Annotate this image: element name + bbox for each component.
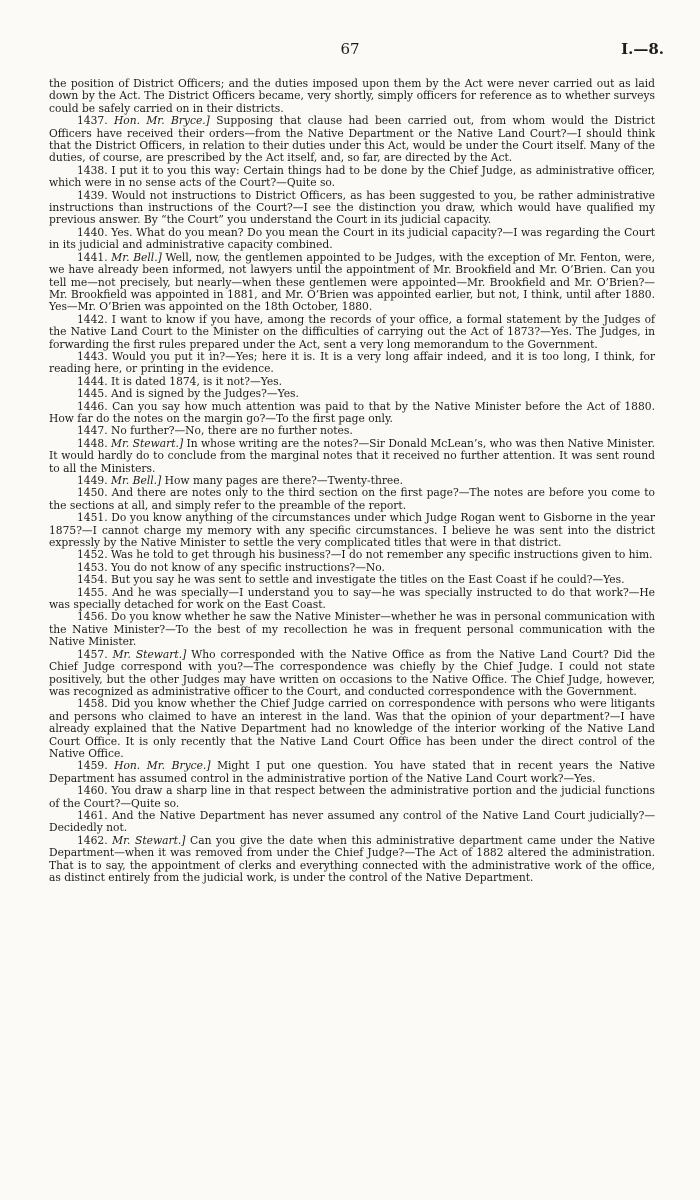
paragraph-text: the position of District Officers; and the duties imposed upon them by the Act were never carried out as laid down by the Act. The District Officers became, very shortly, simply officers for reference as to whether surveys could be safely carried on in their districts. [49, 77, 655, 115]
paragraph-text: You do not know of any specific instructions?—No. [111, 560, 385, 574]
paragraph-text: How many pages are there?—Twenty-three. [164, 474, 403, 487]
evidence-paragraph [49, 252, 655, 314]
speaker-name: Hon. Mr. Bryce.] [113, 114, 217, 128]
paragraph-text: You draw a sharp line in that respect between the administrative portion and the judicial functions of the Court?—Quite so. [49, 784, 655, 810]
question-number: 1437. [77, 114, 114, 128]
question-number: 1451. [77, 511, 112, 525]
paragraph-text: Yes. What do you mean? Do you mean the Court in its judicial capacity?—I was regarding the Court in its judicial and administrative capacity combined. [49, 225, 655, 252]
evidence-paragraph [49, 351, 655, 376]
evidence-paragraph [49, 611, 655, 648]
evidence-paragraph [49, 190, 655, 227]
speaker-name: Hon. Mr. Bryce.] [114, 759, 218, 773]
document-reference: I.—8. [621, 40, 664, 58]
question-number: 1448. [77, 436, 111, 450]
question-number: 1455. [77, 585, 113, 599]
speaker-name: Mr. Stewart.] [111, 436, 187, 450]
evidence-paragraph [49, 314, 655, 351]
question-number: 1445. [77, 387, 111, 401]
question-number: 1442. [77, 312, 112, 326]
question-number: 1454. [77, 573, 111, 587]
paragraph-text: Who corresponded with the Native Office as from the Native Land Court? Did the Chief Judge correspond with you?—The correspondence was chiefly by the Chief Judge. I could not state positively, but the other Judges may have written on occasions to the Native Office. The Chief Judge, however, was recognized as administrative officer to the Court, and conducted correspondence with the Government. [49, 647, 655, 698]
question-number: 1439. [77, 188, 112, 202]
paragraph-text: And the Native Department has never assumed any control of the Native Land Court judicially?—Decidedly not. [49, 808, 656, 835]
question-number: 1456. [77, 610, 112, 624]
paragraph-text: But you say he was sent to settle and investigate the titles on the East Coast if he could?—Yes. [111, 573, 625, 587]
paragraph-text: And he was specially—I understand you to say—he was specially instructed to do that work?—He was specially detached for work on the East Coast. [49, 585, 656, 612]
paragraph-text: I want to know if you have, among the records of your office, a formal statement by the Judges of the Native Land Court to the Minister on the difficulties of carrying out the Act of 1873?—Yes. The Judges, in forwarding the first rules prepared under the Act, sent a very long memorandum to the Government. [49, 312, 655, 351]
evidence-paragraph [49, 401, 655, 426]
page-header [0, 40, 700, 62]
speaker-name: Mr. Stewart.] [112, 833, 191, 847]
evidence-text [49, 78, 655, 884]
paragraph-text: Well, now, the gentlemen appointed to be Judges, with the exception of Mr. Fenton, were, we have already been informed, not lawyers until the appointment of Mr. Brookfield and Mr. O’Brien. Can you tell me—not precisely, but nearly—when these gentlemen were appointed—Mr. Brookfield and Mr. O’Brien?—Mr. Brookfield was appointed in 1881, and Mr. O’Brien was appointed earlier, but not, I think, until after 1880. Yes—Mr. O’Brien was appointed on the 18th October, 1880. [49, 250, 655, 314]
question-number: 1449. [77, 474, 111, 487]
paragraph-text: I put it to you this way: Certain things had to be done by the Chief Judge, as administrative officer, which were in no sense acts of the Court?—Quite so. [49, 163, 655, 190]
page-number: 67 [340, 40, 360, 58]
evidence-paragraph [49, 785, 655, 810]
question-number: 1446. [77, 399, 113, 413]
paragraph-text: Would not instructions to District Officers, as has been suggested to you, be rather administrative instructions than instructions of the Court?—I see the distinction you draw, which would have qualified my previous answer. By “the Court” you understand the Court in its judicial capacity. [49, 188, 655, 227]
evidence-paragraph [49, 115, 655, 165]
evidence-paragraph [49, 649, 655, 699]
question-number: 1457. [77, 647, 113, 661]
speaker-name: Mr. Bell.] [111, 474, 165, 487]
evidence-paragraph [49, 587, 655, 612]
question-number: 1459. [77, 759, 115, 773]
paragraph-text: Might I put one question. You have stated that in recent years the Native Department has assumed control in the administrative portion of the Native Land Court work?—Yes. [49, 759, 655, 785]
evidence-paragraph [49, 512, 655, 549]
question-number: 1458. [77, 697, 112, 711]
question-number: 1453. [77, 560, 111, 574]
question-number: 1443. [77, 349, 113, 363]
evidence-paragraph [49, 698, 655, 760]
paragraph-text: And is signed by the Judges?—Yes. [111, 387, 299, 401]
question-number: 1450. [77, 486, 112, 500]
evidence-paragraph [49, 78, 655, 115]
speaker-name: Mr. Stewart.] [112, 647, 192, 661]
paragraph-text: Can you give the date when this administrative department came under the Native Department—when it was removed from under the Chief Judge?—The Act of 1882 altered the administration. That is to say, the appointment of clerks and everything connected with the administrative work of the office, as distinct entirely from the judicial work, is under the control of the Native Department. [49, 833, 655, 884]
paragraph-text: And there are notes only to the third section on the first page?—The notes are before you come to the sections at all, and simply refer to the preamble of the report. [49, 486, 655, 512]
question-number: 1461. [77, 808, 112, 822]
evidence-paragraph [49, 835, 655, 885]
question-number: 1444. [77, 374, 111, 388]
paragraph-text: No further?—No, there are no further notes. [111, 424, 353, 438]
paragraph-text: Supposing that clause had been carried out, from whom would the District Officers have received their orders—from the Native Department or the Native Land Court?—I should think that the District Officers, in relation to their duties under this Act, would be under the Court itself. Many of the duties, of course, are prescribed by the Act itself, and, so far, are directed by the Act. [49, 114, 655, 165]
paragraph-text: Can you say how much attention was paid to that by the Native Minister before the Act of 1880. How far do the notes on the margin go?—To the first page only. [49, 399, 655, 425]
question-number: 1462. [77, 833, 113, 847]
question-number: 1460. [77, 784, 112, 798]
question-number: 1438. [77, 163, 112, 177]
evidence-paragraph [49, 165, 655, 190]
paragraph-text: Do you know anything of the circumstances under which Judge Rogan went to Gisborne in the year 1875?—I cannot charge my memory with any specific circumstances. I believe he was sent into the district expressly by the Native Minister to settle the very complicated titles that were in that district. [49, 511, 655, 550]
evidence-paragraph [49, 760, 655, 785]
evidence-paragraph [49, 438, 655, 475]
question-number: 1441. [77, 250, 112, 264]
question-number: 1440. [77, 225, 112, 239]
question-number: 1452. [77, 548, 111, 562]
evidence-paragraph [49, 487, 655, 512]
paragraph-text: It is dated 1874, is it not?—Yes. [111, 374, 283, 388]
speaker-name: Mr. Bell.] [111, 250, 166, 264]
paragraph-text: Did you know whether the Chief Judge carried on correspondence with persons who were litigants and persons who claimed to have an interest in the land. Was that the opinion of your department?—I have already explained that the Native Department had no knowledge of the interior working of the Native Land Court Office. It is only recently that the Native Land Court Office has been under the direct control of the Native Office. [49, 697, 655, 760]
evidence-paragraph [49, 227, 655, 252]
paragraph-text: In whose writing are the notes?—Sir Donald McLean’s, who was then Native Minister. It would hardly do to conclude from the marginal notes that it received no further attention. It was sent round to all the Ministers. [49, 436, 655, 475]
paragraph-text: Do you know whether he saw the Native Minister—whether he was in personal communication with the Native Minister?—To the best of my recollection he was in frequent personal communication with the Native Minister. [49, 610, 655, 649]
paragraph-text: Would you put it in?—Yes; here it is. It is a very long affair indeed, and it is too long, I think, for reading here, or printing in the evidence. [49, 349, 655, 376]
question-number: 1447. [77, 424, 111, 438]
paragraph-text: Was he told to get through his business?—I do not remember any specific instructions given to him. [111, 548, 653, 562]
evidence-paragraph [49, 810, 655, 835]
